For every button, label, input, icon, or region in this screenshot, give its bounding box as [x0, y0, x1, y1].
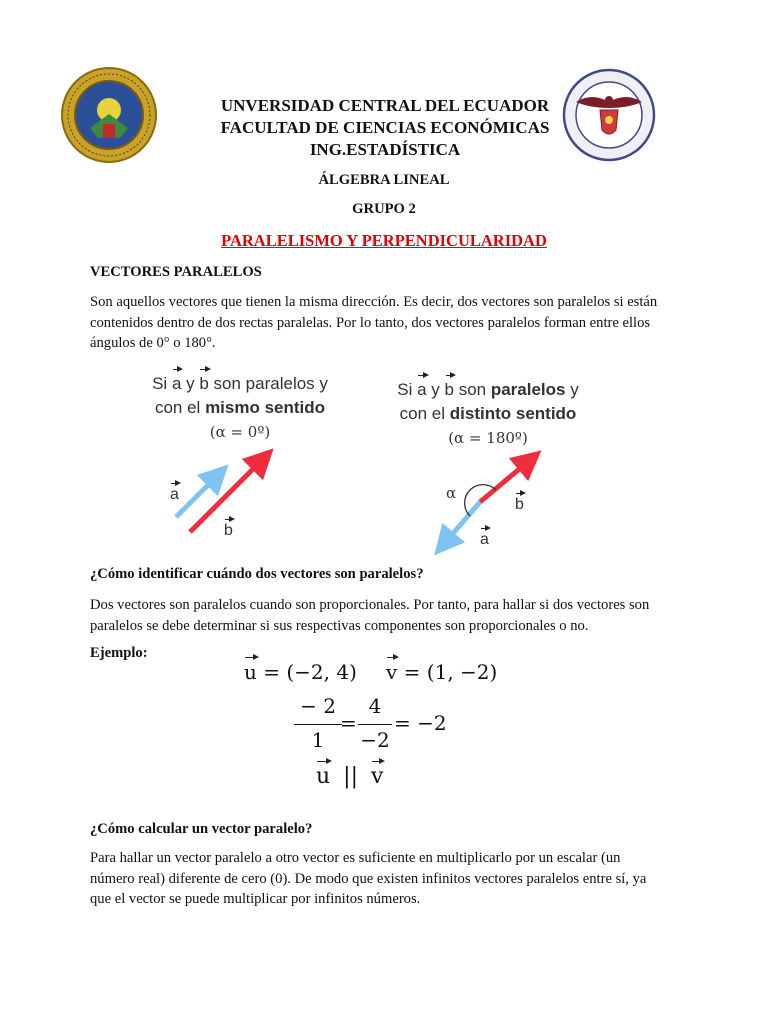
fraction-2-numerator: 4 — [368, 694, 382, 718]
text-line: ángulos de 0° o 180°. — [90, 335, 216, 351]
paragraph — [90, 595, 690, 636]
example-label: Ejemplo: — [90, 645, 148, 661]
vector-v-definition: v = (1, −2) — [386, 660, 498, 684]
university-seal-logo — [60, 66, 158, 164]
figure-right-diagram — [420, 450, 560, 560]
label-a: a — [170, 486, 179, 503]
label-b: b — [515, 496, 524, 513]
text-line: número real) diferente de cero (0). De modo que existen infinitos vectores paralelos entre sí, ya — [90, 870, 647, 887]
text-line: Para hallar un vector paralelo a otro vector es suficiente en multiplicarlo por un escalar (un — [90, 850, 621, 866]
faculty-title: FACULTAD DE CIENCIAS ECONÓMICAS — [220, 118, 550, 137]
fraction-1-numerator: − 2 — [300, 694, 336, 718]
university-title: UNVERSIDAD CENTRAL DEL ECUADOR — [220, 96, 550, 115]
ratio-result: = −2 — [394, 711, 447, 735]
group-title: GRUPO 2 — [352, 201, 416, 217]
paragraph — [90, 848, 690, 910]
topic-title: PARALELISMO Y PERPENDICULARIDAD — [221, 231, 547, 250]
text-line: paralelos se debe determinar si sus respectivas componentes son proporcionales o no. — [90, 617, 589, 634]
fraction-2-denominator: −2 — [360, 728, 390, 752]
vector-a-symbol: a — [417, 378, 426, 402]
text-line: que el vector se puede multiplicar por infinitos números. — [90, 891, 421, 907]
vector-u-definition: u = (−2, 4) — [244, 660, 357, 684]
text-line: Son aquellos vectores que tienen la misma dirección. Es decir, dos vectores son paralelos si están — [90, 294, 658, 310]
fraction-1-denominator: 1 — [311, 728, 325, 752]
label-b: b — [224, 522, 233, 539]
vector-a-arrow — [444, 502, 480, 544]
fraction-bar — [358, 724, 392, 725]
paragraph — [90, 292, 690, 354]
fraction-bar — [294, 724, 342, 725]
vector-a-symbol: a — [172, 372, 181, 396]
text-line: contenidos dentro de dos rectas paralelas. Por lo tanto, dos vectores paralelos forman entre ellos — [90, 314, 651, 331]
text-line: Dos vectores son paralelos cuando son proporcionales. Por tanto, para hallar si dos vectores son — [90, 597, 650, 613]
question-heading: ¿Cómo identificar cuándo dos vectores son paralelos? — [90, 566, 424, 582]
vector-b-symbol: b — [199, 372, 208, 396]
program-title: ING.ESTADÍSTICA — [309, 140, 461, 159]
label-alpha: α — [446, 484, 457, 502]
section-heading: VECTORES PARALELOS — [90, 264, 262, 280]
figure-left-caption: Si a y b son paralelos y con el mismo sentido (α = 0º) — [152, 374, 328, 441]
vector-b-symbol: b — [445, 378, 454, 402]
label-a: a — [480, 531, 489, 548]
question-heading: ¿Cómo calcular un vector paralelo? — [90, 821, 313, 837]
figure-right-caption: Si a y b son paralelos y con el distinto sentido (α = 180º) — [397, 380, 579, 447]
subject-title: ÁLGEBRA LINEAL — [318, 172, 450, 188]
equals-sign: = — [340, 711, 357, 735]
parallel-statement: u || v — [316, 764, 384, 789]
